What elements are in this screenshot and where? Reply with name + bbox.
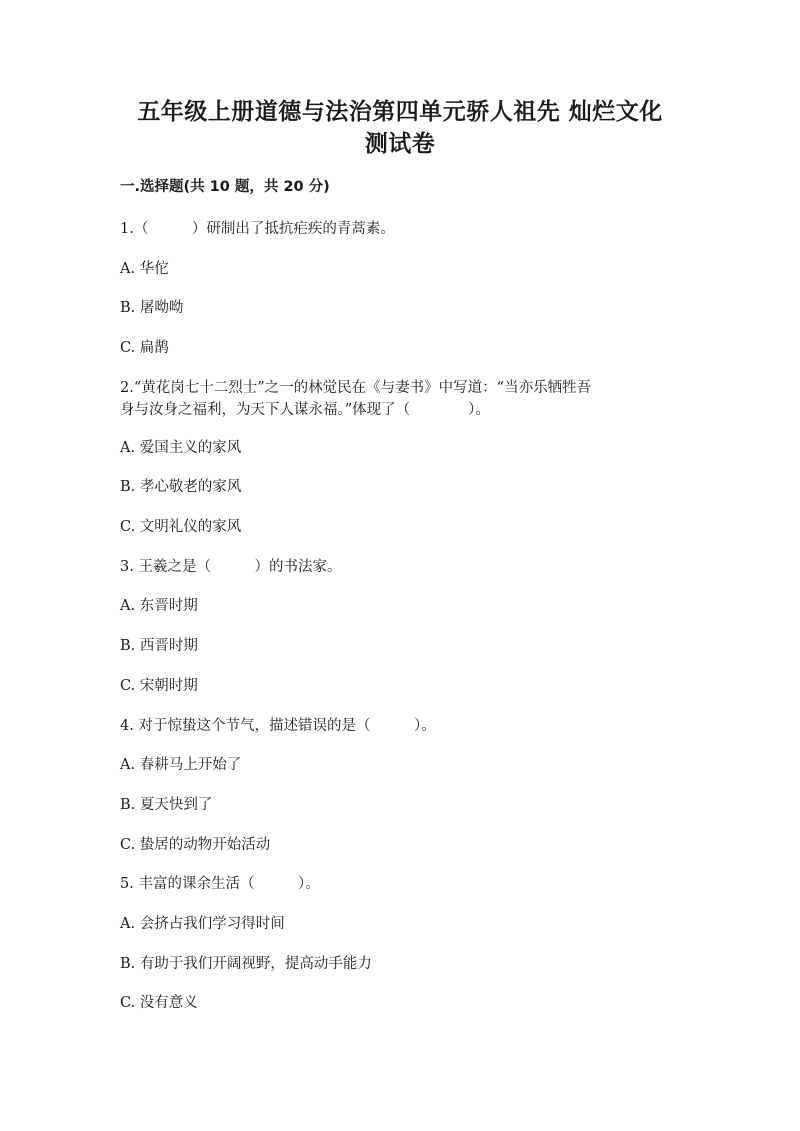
question-5-option-b: B. 有助于我们开阔视野，提高动手能力 (120, 956, 372, 972)
question-2-option-c: C. 文明礼仪的家风 (120, 519, 242, 535)
question-2-stem-line1: 2.“黄花岗七十二烈士”之一的林觉民在《与妻书》中写道：“当亦乐牺牲吾 (120, 380, 592, 396)
question-1-option-a: A. 华佗 (120, 261, 169, 277)
question-3-option-c: C. 宋朝时期 (120, 678, 198, 694)
question-5-stem: 5. 丰富的课余生活（ ）。 (120, 876, 320, 892)
question-5-option-a: A. 会挤占我们学习得时间 (120, 916, 285, 932)
question-4-stem: 4. 对于惊蛰这个节气，描述错误的是（ ）。 (120, 718, 436, 734)
question-3-option-b: B. 西晋时期 (120, 638, 198, 654)
section-heading: 一.选择题(共 10 题，共 20 分) (120, 179, 330, 195)
question-4-option-a: A. 春耕马上开始了 (120, 757, 242, 773)
question-2-option-b: B. 孝心敬老的家风 (120, 479, 242, 495)
page-title-continued: 测试卷 (364, 131, 436, 157)
question-5-option-c: C. 没有意义 (120, 995, 198, 1011)
question-1-option-c: C. 扁鹊 (120, 340, 169, 356)
question-3-stem: 3. 王羲之是（ ）的书法家。 (120, 559, 342, 575)
question-4-option-b: B. 夏天快到了 (120, 797, 213, 813)
question-4-option-c: C. 蛰居的动物开始活动 (120, 837, 271, 853)
question-3-option-a: A. 东晋时期 (120, 598, 198, 614)
question-1-option-b: B. 屠呦呦 (120, 300, 184, 316)
question-2-option-a: A. 爱国主义的家风 (120, 440, 242, 456)
page-title: 五年级上册道德与法治第四单元骄人祖先 灿烂文化 (137, 99, 663, 125)
question-1-stem: 1.（ ）研制出了抵抗疟疾的青蒿素。 (120, 221, 395, 237)
question-2-stem-line2: 身与汝身之福利，为天下人谋永福。”体现了（ ）。 (120, 402, 490, 418)
